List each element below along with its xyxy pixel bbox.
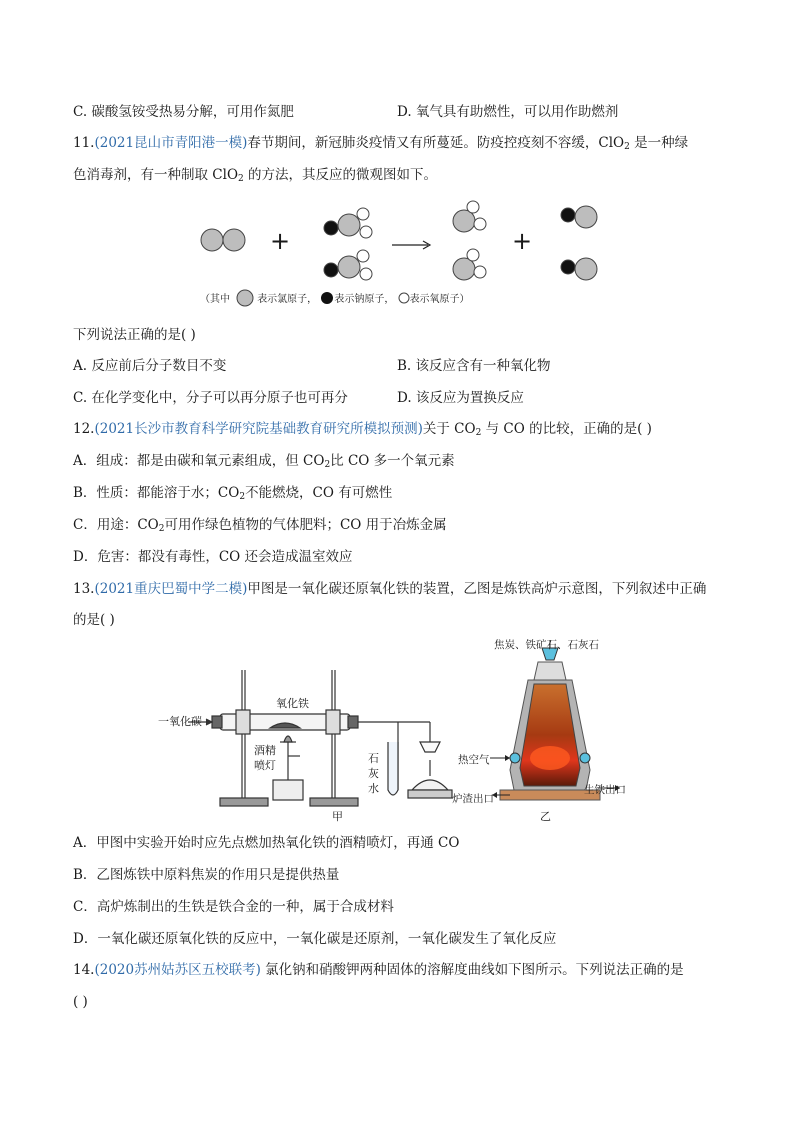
label-co: 一氧化碳 bbox=[158, 715, 202, 728]
naclo2-molecule-bottom bbox=[324, 250, 372, 280]
label-figure-yi: 乙 bbox=[540, 810, 551, 823]
label-lamp-line2: 喷灯 bbox=[254, 759, 276, 772]
q11-option-b: B. 该反应含有一种氧化物 bbox=[397, 358, 551, 374]
q12-option-d: D．危害：都没有毒性，CO 还会造成温室效应 bbox=[73, 549, 353, 565]
label-lime-1: 石 bbox=[368, 752, 379, 765]
q14-stem-line2: ( ) bbox=[73, 994, 88, 1010]
q12-option-b: B．性质：都能溶于水；$CO_2$不能燃烧，CO 有可燃性 bbox=[73, 485, 393, 502]
q13-option-a: A．甲图中实验开始时应先点燃加热氧化铁的酒精喷灯，再通 CO bbox=[73, 835, 460, 851]
label-feed: 焦炭、铁矿石、石灰石 bbox=[494, 639, 599, 651]
q13-option-b: B．乙图炼铁中原料焦炭的作用只是提供热量 bbox=[73, 867, 340, 883]
q12-stem: 12.(2021长沙市教育科学研究院基础教育研究所模拟预测)关于 $CO_2$ 与 CO 的比较，正确的是( ) bbox=[73, 421, 652, 438]
label-lime-2: 灰 bbox=[368, 767, 379, 780]
q11-option-d: D. 该反应为置换反应 bbox=[397, 390, 524, 406]
label-pig-iron-outlet: 生铁出口 bbox=[584, 784, 626, 796]
left-tuyere-icon bbox=[510, 753, 520, 763]
q13-option-d: D．一氧化碳还原氧化铁的反应中，一氧化碳是还原剂，一氧化碳发生了氧化反应 bbox=[73, 931, 557, 947]
reaction-micro-diagram bbox=[190, 195, 610, 290]
clo2-molecule-top bbox=[453, 201, 486, 232]
q10-option-d: D. 氧气具有助燃性，可以用作助燃剂 bbox=[397, 104, 619, 120]
clo2-molecule-bottom bbox=[453, 249, 486, 280]
q11-stem-line1: 11.(2021昆山市青阳港一模)春节期间，新冠肺炎疫情又有所蔓延。防疫控疫刻不容缓，ClO$_2$ 是一种绿 bbox=[73, 135, 689, 152]
plus-sign-left: + bbox=[270, 227, 291, 255]
q10-option-c: C. 碳酸氢铵受热易分解，可用作氮肥 bbox=[73, 104, 294, 120]
q11-question: 下列说法正确的是( ) bbox=[73, 327, 196, 343]
reaction-legend: （其中 表示氯原子， 表示钠原子， 表示氧原子） bbox=[200, 289, 470, 307]
q12-option-a: A．组成：都是由碳和氧元素组成，但 $CO_2$比 CO 多一个氧元素 bbox=[73, 453, 455, 470]
q13-stem-line2: 的是( ) bbox=[73, 612, 115, 628]
q11-option-a: A. 反应前后分子数目不变 bbox=[73, 358, 227, 374]
q11-option-c: C. 在化学变化中，分子可以再分原子也可再分 bbox=[73, 390, 348, 406]
q13-source: (2021重庆巴蜀中学二模) bbox=[94, 581, 248, 597]
oxygen-atom-icon bbox=[398, 292, 410, 304]
label-slag-outlet: 炉渣出口 bbox=[452, 793, 494, 805]
nacl-molecule-top bbox=[561, 206, 597, 228]
q14-stem-line1: 14.(2020苏州姑苏区五校联考) 氯化钠和硝酸钾两种固体的溶解度曲线如下图所示。下列说法正确的是 bbox=[73, 962, 684, 978]
q12-option-c: C．用途：$CO_2$可用作绿色植物的气体肥料；CO 用于冶炼金属 bbox=[73, 517, 447, 534]
q12-source: (2021长沙市教育科学研究院基础教育研究所模拟预测) bbox=[94, 421, 423, 437]
q11-source: (2021昆山市青阳港一模) bbox=[94, 135, 248, 151]
plus-sign-right: + bbox=[512, 227, 533, 255]
reaction-arrow bbox=[392, 241, 430, 249]
label-lamp-line1: 酒精 bbox=[254, 744, 276, 757]
q13-stem-line1: 13.(2021重庆巴蜀中学二模)甲图是一氧化碳还原氧化铁的装置，乙图是炼铁高炉示意图，下列叙述中正确 bbox=[73, 581, 707, 597]
label-lime-3: 水 bbox=[368, 782, 379, 795]
q13-option-c: C．高炉炼制出的生铁是铁合金的一种，属于合成材料 bbox=[73, 899, 394, 915]
sodium-atom-icon bbox=[320, 291, 334, 305]
chlorine-atom-icon bbox=[233, 289, 257, 307]
q11-stem-line2: 色消毒剂，有一种制取 ClO$_2$ 的方法，其反应的微观图如下。 bbox=[73, 167, 438, 184]
label-hot-air: 热空气 bbox=[458, 754, 490, 766]
naclo2-molecule-top bbox=[324, 208, 372, 238]
label-iron-oxide: 氧化铁 bbox=[276, 697, 309, 710]
right-tuyere-icon bbox=[580, 753, 590, 763]
cl2-molecule bbox=[201, 229, 245, 251]
q14-source: (2020苏州姑苏区五校联考) bbox=[94, 962, 261, 978]
label-figure-jia: 甲 bbox=[332, 810, 343, 823]
nacl-molecule-bottom bbox=[561, 258, 597, 280]
